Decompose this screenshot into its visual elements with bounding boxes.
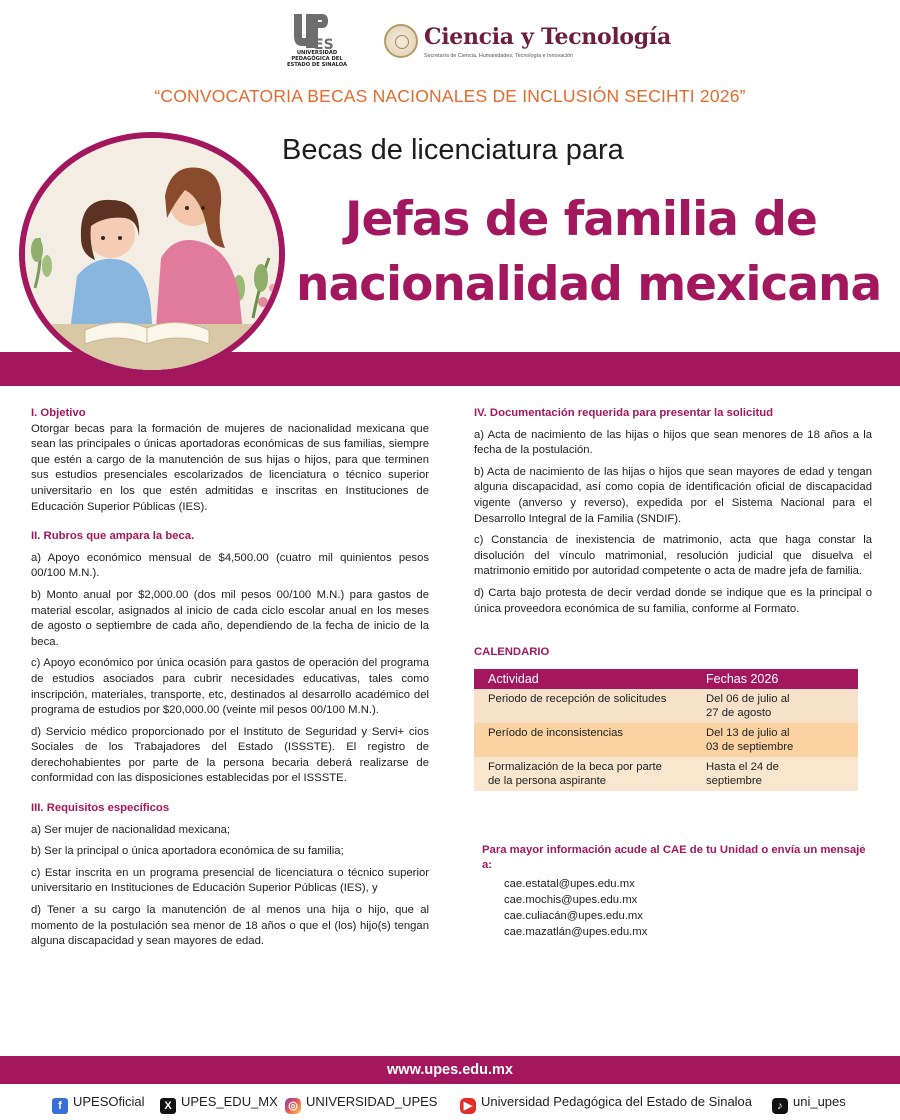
fecha-cell: Del 13 de julio al 03 de septiembre	[692, 723, 858, 757]
rubro-item: a) Apoyo económico mensual de $4,500.00 (cuatro mil quinientos pesos 00/100 M.N.).	[31, 551, 429, 580]
column-header-actividad: Actividad	[474, 669, 692, 689]
left-column	[31, 406, 429, 956]
table-row	[474, 757, 858, 791]
fecha-cell: Del 06 de julio al 27 de agosto	[692, 689, 858, 723]
contact-info	[474, 843, 872, 940]
hero-subtitle: Becas de licenciatura para	[282, 134, 624, 166]
x-link[interactable]: X UPES_EDU_MX	[160, 1093, 278, 1113]
tiktok-icon: ♪	[772, 1098, 788, 1114]
requisito-item: a) Ser mujer de nacionalidad mexicana;	[31, 823, 231, 836]
svg-text:ES: ES	[314, 37, 334, 50]
instagram-link[interactable]: ◎ UNIVERSIDAD_UPES	[285, 1093, 437, 1113]
hero-title-line2: nacionalidad mexicana	[296, 257, 882, 312]
contact-info-heading: Para mayor información acude al CAE de tu Unidad o envía un mensaje a:	[482, 843, 866, 872]
requisito-item: b) Ser la principal o única aportadora económica de su familia;	[31, 845, 344, 858]
ct-logo-subtitle: Secretaría de Ciencia, Humanidades, Tecnología e Innovación	[424, 53, 574, 59]
right-column	[474, 406, 872, 940]
facebook-link[interactable]: f UPESOficial	[52, 1093, 145, 1113]
documento-item: d) Carta bajo protesta de decir verdad donde se indique que es la principal o única proveedora económica de su familia, conforme al Formato.	[474, 586, 872, 615]
upes-logo-mark	[288, 12, 344, 50]
ciencia-tecnologia-logo	[384, 24, 674, 64]
calendario-heading: CALENDARIO	[474, 646, 550, 659]
youtube-icon: ▶	[460, 1098, 476, 1114]
actividad-cell: Período de inconsistencias	[474, 723, 692, 757]
section-requisitos-heading: III. Requisitos específicos	[31, 802, 170, 815]
rubro-item: c) Apoyo económico por única ocasión para gastos de operación del programa de estudios asociados para cubrir necesidades educativas, tales como inscripción, materiales, transporte, etc, destinados al desarrollo académico del programa de estudios por $20,000.00 (veinte mil pesos 00/100 M.N.).	[31, 657, 429, 717]
convocatoria-title: “CONVOCATORIA BECAS NACIONALES DE INCLUSIÓN SECIHTI 2026”	[154, 86, 746, 106]
upes-logo	[284, 12, 350, 70]
email-link[interactable]: cae.mochis@upes.edu.mx	[504, 893, 638, 906]
ct-logo-title: Ciencia y Tecnología	[424, 24, 671, 50]
hero-title-line1: Jefas de familia de	[345, 192, 817, 247]
tiktok-link[interactable]: ♪ uni_upes	[772, 1093, 846, 1113]
email-list	[482, 876, 872, 940]
documento-item: b) Acta de nacimiento de las hijas o hijos que sean mayores de edad y tengan alguna discapacidad, así como copia de identificación oficial de discapacidad vigente (anverso y reverso), expedida por el Sistema Nacional para el Desarrollo Integral de la Familia (SNDIF).	[474, 465, 872, 525]
actividad-cell: Formalización de la beca por parte de la persona aspirante	[474, 757, 692, 791]
documento-item: c) Constancia de inexistencia de matrimonio, acta que haga constar la disolución del vínculo matrimonial, resolución judicial que disuelva el matrimonio emitido por autoridad competente o acta de madre jefa de familia.	[474, 534, 872, 578]
seal-icon	[384, 24, 418, 58]
section-rubros-heading: II. Rubros que ampara la beca.	[31, 530, 195, 543]
youtube-link[interactable]: ▶ Universidad Pedagógica del Estado de Sinaloa	[460, 1093, 752, 1113]
calendario-table	[474, 669, 858, 791]
table-row	[474, 723, 858, 757]
section-objetivo-body: Otorgar becas para la formación de mujeres de nacionalidad mexicana que sean las principales o únicas aportadoras económicas de sus familias, siempre que estén a cargo de la manutención de sus hijas o hijos, para que terminen sus estudios presenciales escolarizados de licenciatura o técnico superior universitario en los que estén admitidas e inscritas en Instituciones de Educación Superior Públicas (IES).	[31, 422, 429, 513]
facebook-icon: f	[52, 1098, 68, 1114]
email-link[interactable]: cae.estatal@upes.edu.mx	[504, 877, 635, 890]
rubro-item: b) Monto anual por $2,000.00 (dos mil pesos 00/100 M.N.) para gastos de material escolar, asignados al inicio de cada ciclo escolar anual en los meses de agosto o septiembre de cada año, dependiendo de la fecha de inicio de la beca.	[31, 588, 429, 648]
x-icon: X	[160, 1098, 176, 1114]
social-media-bar	[0, 1093, 900, 1113]
column-header-fechas: Fechas 2026	[692, 669, 858, 689]
mother-daughter-reading-illustration	[25, 138, 279, 370]
table-header-row	[474, 669, 858, 689]
rubro-item: d) Servicio médico proporcionado por el Instituto de Seguridad y Servi+ cios Sociales de los Trabajadores del Estado (ISSSTE). El registro de derechohabientes por parte de la persona becaria deberá realizarse de conformidad con las disposiciones establecidas por el ISSSTE.	[31, 725, 429, 785]
documento-item: a) Acta de nacimiento de las hijas o hijos que sean menores de 18 años a la fecha de la postulación.	[474, 428, 872, 457]
section-objetivo-heading: I. Objetivo	[31, 407, 86, 419]
section-documentacion-heading: IV. Documentación requerida para presentar la solicitud	[474, 407, 774, 419]
instagram-icon: ◎	[285, 1098, 301, 1114]
upes-logo-subtitle: UNIVERSIDAD PEDAGÓGICA DEL ESTADO DE SINALOA	[286, 50, 348, 68]
header-logos	[0, 10, 900, 72]
requisito-item: d) Tener a su cargo la manutención de al menos una hija o hijo, que al momento de la postulación sea menor de 18 años o que el (los) hijo(s) tengan alguna discapacidad y sean mayores de edad.	[31, 904, 429, 948]
table-row	[474, 689, 858, 723]
email-link[interactable]: cae.mazatlán@upes.edu.mx	[504, 925, 648, 938]
email-link[interactable]: cae.culiacán@upes.edu.mx	[504, 909, 643, 922]
fecha-cell: Hasta el 24 de septiembre	[692, 757, 858, 791]
requisito-item: c) Estar inscrita en un programa presencial de licenciatura o técnico superior universitario en Instituciones de Educación Superior Públicas (IES), y	[31, 866, 429, 895]
website-link[interactable]: www.upes.edu.mx	[0, 1056, 900, 1084]
actividad-cell: Periodo de recepción de solicitudes	[474, 689, 692, 723]
hero-illustration	[19, 132, 285, 376]
